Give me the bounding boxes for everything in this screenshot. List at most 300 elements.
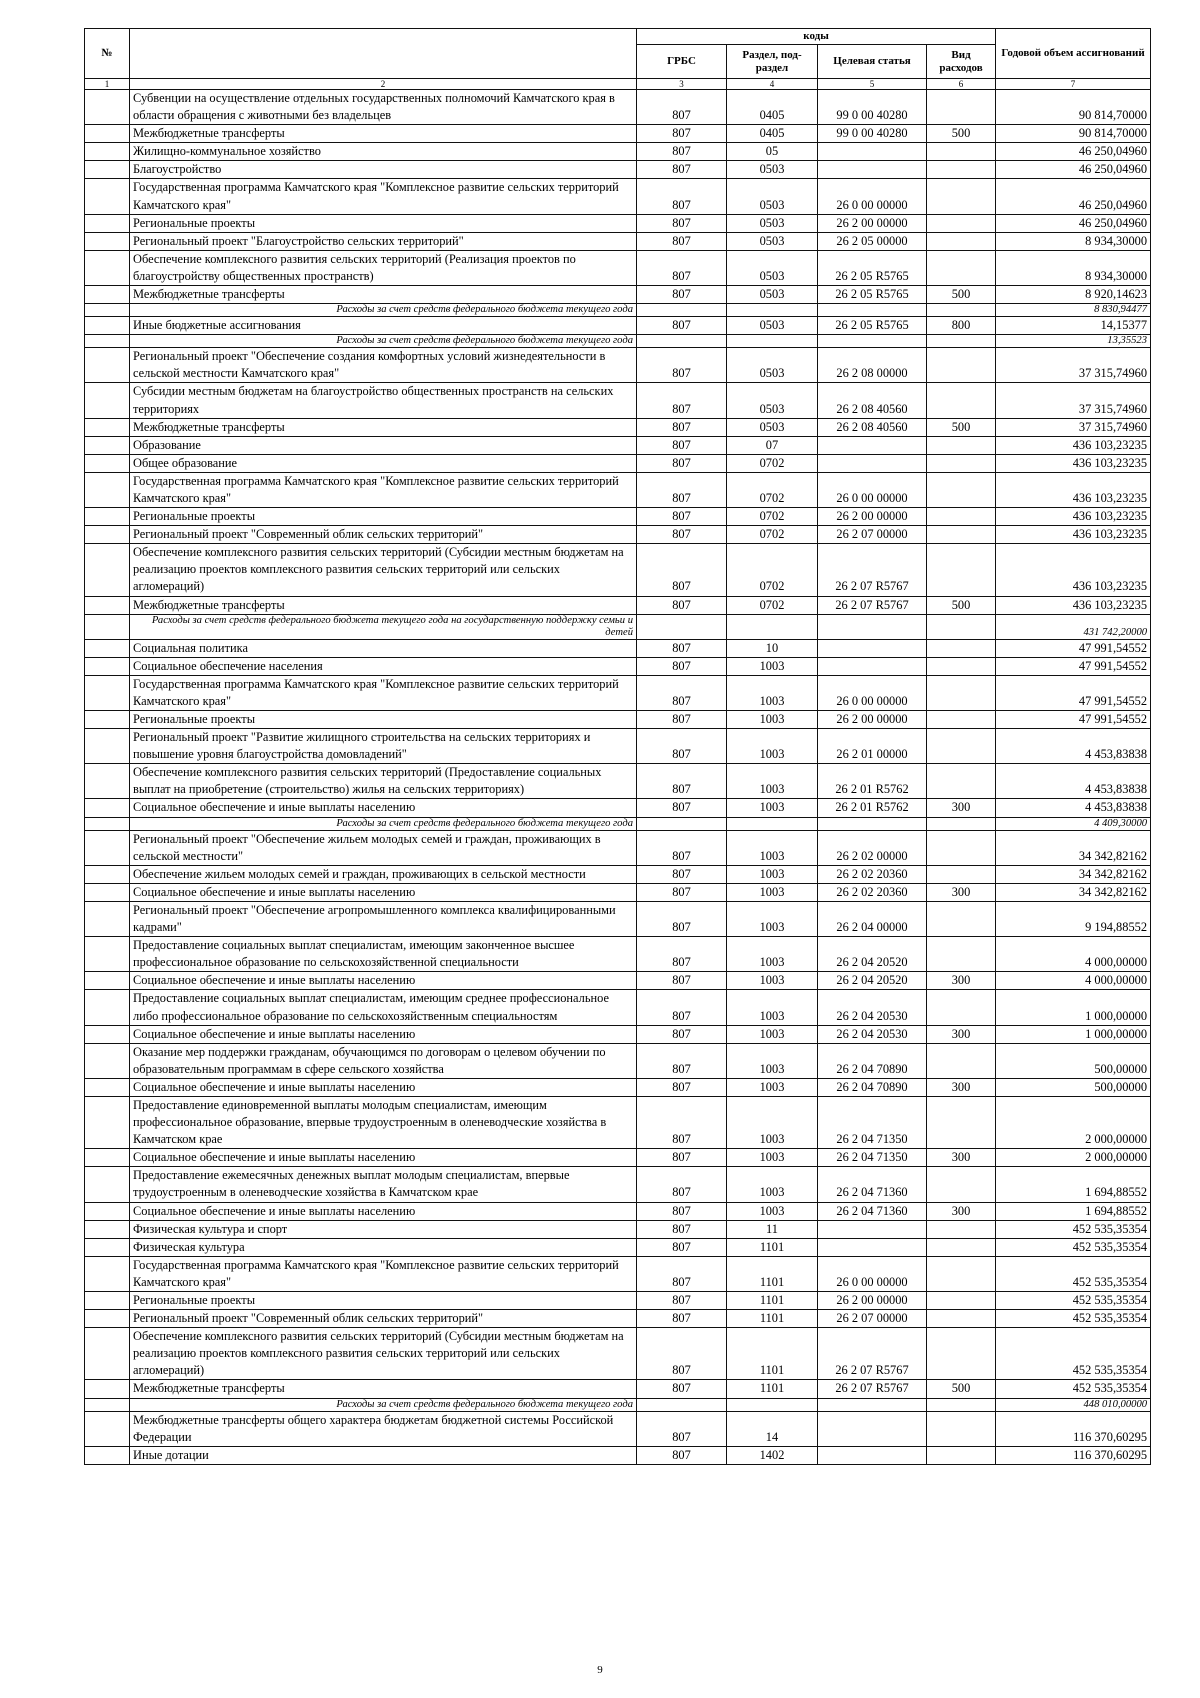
table-row — [85, 348, 1151, 383]
razdel-cell: 0503 — [727, 317, 818, 335]
csr-cell: 26 2 01 00000 — [818, 729, 927, 764]
row-number-cell — [85, 161, 130, 179]
row-number-cell — [85, 1043, 130, 1078]
grbs-cell: 807 — [637, 1380, 727, 1398]
row-number-cell — [85, 1096, 130, 1148]
row-number-cell — [85, 901, 130, 936]
vr-cell — [927, 214, 996, 232]
row-number-cell — [85, 418, 130, 436]
table-row — [85, 436, 1151, 454]
table-row — [85, 865, 1151, 883]
row-name-cell: Социальная политика — [130, 639, 637, 657]
sum-cell: 4 409,30000 — [996, 817, 1151, 830]
csr-cell — [818, 436, 927, 454]
vr-cell: 500 — [927, 596, 996, 614]
sum-cell: 47 991,54552 — [996, 675, 1151, 710]
row-number-cell — [85, 508, 130, 526]
grbs-cell: 807 — [637, 436, 727, 454]
grbs-cell: 807 — [637, 1328, 727, 1380]
grbs-cell: 807 — [637, 596, 727, 614]
sum-cell: 14,15377 — [996, 317, 1151, 335]
razdel-cell: 1003 — [727, 711, 818, 729]
grbs-cell: 807 — [637, 179, 727, 214]
page-number: 9 — [597, 1664, 603, 1676]
table-note-row — [85, 614, 1151, 639]
grbs-cell: 807 — [637, 544, 727, 596]
sum-cell: 47 991,54552 — [996, 711, 1151, 729]
vr-cell — [927, 1398, 996, 1411]
table-row — [85, 1025, 1151, 1043]
table-row — [85, 454, 1151, 472]
table-note-row — [85, 304, 1151, 317]
sum-cell: 1 000,00000 — [996, 1025, 1151, 1043]
table-row — [85, 1310, 1151, 1328]
grbs-cell: 807 — [637, 454, 727, 472]
row-name-cell: Региональные проекты — [130, 711, 637, 729]
csr-cell: 26 2 00 00000 — [818, 1292, 927, 1310]
sum-cell: 9 194,88552 — [996, 901, 1151, 936]
grbs-cell: 807 — [637, 675, 727, 710]
csr-cell — [818, 817, 927, 830]
sum-cell: 500,00000 — [996, 1078, 1151, 1096]
vr-cell — [927, 639, 996, 657]
sum-cell: 452 535,35354 — [996, 1328, 1151, 1380]
razdel-cell: 14 — [727, 1411, 818, 1446]
row-name-cell: Физическая культура и спорт — [130, 1220, 637, 1238]
razdel-cell: 0503 — [727, 250, 818, 285]
row-name-cell: Субсидии местным бюджетам на благоустройство общественных пространств на сельских территориях — [130, 383, 637, 418]
row-number-cell — [85, 544, 130, 596]
table-row — [85, 799, 1151, 817]
vr-cell — [927, 1043, 996, 1078]
csr-cell: 26 0 00 00000 — [818, 1256, 927, 1291]
razdel-cell: 11 — [727, 1220, 818, 1238]
grbs-cell: 807 — [637, 883, 727, 901]
row-number-cell — [85, 1411, 130, 1446]
row-name-cell: Государственная программа Камчатского края "Комплексное развитие сельских территорий Камчатского края" — [130, 1256, 637, 1291]
csr-cell: 26 2 04 71350 — [818, 1096, 927, 1148]
row-name-cell: Жилищно-коммунальное хозяйство — [130, 143, 637, 161]
sum-cell: 37 315,74960 — [996, 418, 1151, 436]
sum-cell: 8 934,30000 — [996, 250, 1151, 285]
grbs-cell: 807 — [637, 1167, 727, 1202]
row-name-cell: Региональный проект "Обеспечение жильем молодых семей и граждан, проживающих в сельской местности" — [130, 830, 637, 865]
grbs-cell — [637, 817, 727, 830]
grbs-cell: 807 — [637, 125, 727, 143]
vr-cell — [927, 454, 996, 472]
csr-cell: 26 2 05 R5765 — [818, 250, 927, 285]
razdel-cell: 1003 — [727, 1025, 818, 1043]
razdel-cell: 1003 — [727, 1202, 818, 1220]
header-num: № — [85, 29, 130, 79]
csr-cell — [818, 1446, 927, 1464]
row-name-cell: Государственная программа Камчатского края "Комплексное развитие сельских территорий Камчатского края" — [130, 675, 637, 710]
table-note-row — [85, 1398, 1151, 1411]
table-row — [85, 250, 1151, 285]
vr-cell: 500 — [927, 1380, 996, 1398]
grbs-cell: 807 — [637, 1202, 727, 1220]
row-name-cell: Предоставление социальных выплат специалистам, имеющим среднее профессиональное либо профессиональное образование по сельскохозяйственным специальностям — [130, 990, 637, 1025]
table-row — [85, 729, 1151, 764]
csr-cell — [818, 143, 927, 161]
grbs-cell: 807 — [637, 526, 727, 544]
razdel-cell: 1003 — [727, 657, 818, 675]
sum-cell: 37 315,74960 — [996, 383, 1151, 418]
grbs-cell: 807 — [637, 1310, 727, 1328]
row-number-cell — [85, 990, 130, 1025]
table-row — [85, 972, 1151, 990]
vr-cell — [927, 1220, 996, 1238]
table-row — [85, 1202, 1151, 1220]
sum-cell: 46 250,04960 — [996, 214, 1151, 232]
table-row — [85, 1078, 1151, 1096]
row-number-cell — [85, 1256, 130, 1291]
razdel-cell: 1101 — [727, 1328, 818, 1380]
csr-cell: 99 0 00 40280 — [818, 90, 927, 125]
razdel-cell: 1101 — [727, 1238, 818, 1256]
csr-cell: 26 2 05 R5765 — [818, 286, 927, 304]
header-volume: Годовой объем ассигнований — [996, 29, 1151, 79]
sum-cell: 452 535,35354 — [996, 1380, 1151, 1398]
csr-cell: 26 0 00 00000 — [818, 179, 927, 214]
row-number-cell — [85, 675, 130, 710]
table-row — [85, 990, 1151, 1025]
vr-cell — [927, 865, 996, 883]
grbs-cell: 807 — [637, 383, 727, 418]
grbs-cell: 807 — [637, 348, 727, 383]
table-row — [85, 1446, 1151, 1464]
vr-cell — [927, 348, 996, 383]
grbs-cell: 807 — [637, 472, 727, 507]
table-row — [85, 1167, 1151, 1202]
razdel-cell: 1101 — [727, 1310, 818, 1328]
table-row — [85, 1256, 1151, 1291]
header-vr: Вид расходов — [927, 45, 996, 79]
grbs-cell: 807 — [637, 639, 727, 657]
row-name-cell: Социальное обеспечение и иные выплаты населению — [130, 799, 637, 817]
vr-cell: 300 — [927, 972, 996, 990]
razdel-cell: 1003 — [727, 883, 818, 901]
vr-cell — [927, 675, 996, 710]
grbs-cell: 807 — [637, 143, 727, 161]
row-number-cell — [85, 639, 130, 657]
vr-cell — [927, 1238, 996, 1256]
razdel-cell: 1003 — [727, 729, 818, 764]
table-row — [85, 232, 1151, 250]
row-name-cell: Региональный проект "Современный облик сельских территорий" — [130, 526, 637, 544]
vr-cell: 500 — [927, 418, 996, 436]
row-number-cell — [85, 1078, 130, 1096]
vr-cell — [927, 250, 996, 285]
table-row — [85, 544, 1151, 596]
row-number-cell — [85, 317, 130, 335]
grbs-cell: 807 — [637, 1043, 727, 1078]
csr-cell: 26 2 04 71350 — [818, 1149, 927, 1167]
row-number-cell — [85, 1310, 130, 1328]
row-name-cell: Социальное обеспечение и иные выплаты населению — [130, 1025, 637, 1043]
table-row — [85, 161, 1151, 179]
vr-cell — [927, 1310, 996, 1328]
sum-cell: 436 103,23235 — [996, 436, 1151, 454]
vr-cell — [927, 383, 996, 418]
vr-cell: 500 — [927, 125, 996, 143]
row-number-cell — [85, 596, 130, 614]
grbs-cell: 807 — [637, 90, 727, 125]
row-name-cell: Обеспечение комплексного развития сельских территорий (Субсидии местным бюджетам на реализацию проектов комплексного развития сельских территорий или сельских агломераций) — [130, 1328, 637, 1380]
sum-cell: 8 920,14623 — [996, 286, 1151, 304]
grbs-cell: 807 — [637, 1220, 727, 1238]
csr-cell — [818, 1220, 927, 1238]
row-number-cell — [85, 232, 130, 250]
vr-cell — [927, 1292, 996, 1310]
row-name-cell: Региональный проект "Благоустройство сельских территорий" — [130, 232, 637, 250]
header-grbs: ГРБС — [637, 45, 727, 79]
sum-cell: 47 991,54552 — [996, 657, 1151, 675]
grbs-cell: 807 — [637, 711, 727, 729]
razdel-cell: 1003 — [727, 865, 818, 883]
table-row — [85, 1380, 1151, 1398]
header-codes: коды — [637, 29, 996, 45]
grbs-cell: 807 — [637, 901, 727, 936]
csr-cell: 26 2 04 20530 — [818, 1025, 927, 1043]
razdel-cell: 1003 — [727, 1043, 818, 1078]
grbs-cell: 807 — [637, 317, 727, 335]
csr-cell: 26 2 01 R5762 — [818, 764, 927, 799]
vr-cell: 800 — [927, 317, 996, 335]
row-number-cell — [85, 1220, 130, 1238]
grbs-cell: 807 — [637, 418, 727, 436]
column-number: 1 — [85, 79, 130, 90]
row-name-cell: Межбюджетные трансферты — [130, 125, 637, 143]
row-number-cell — [85, 614, 130, 639]
table-header — [85, 29, 1151, 90]
razdel-cell: 10 — [727, 639, 818, 657]
razdel-cell: 1003 — [727, 675, 818, 710]
csr-cell: 99 0 00 40280 — [818, 125, 927, 143]
vr-cell: 300 — [927, 1078, 996, 1096]
csr-cell: 26 2 07 R5767 — [818, 1328, 927, 1380]
column-number: 3 — [637, 79, 727, 90]
row-number-cell — [85, 250, 130, 285]
row-number-cell — [85, 1398, 130, 1411]
razdel-cell: 0702 — [727, 454, 818, 472]
vr-cell — [927, 179, 996, 214]
vr-cell: 300 — [927, 1149, 996, 1167]
vr-cell — [927, 304, 996, 317]
grbs-cell: 807 — [637, 214, 727, 232]
sum-cell: 4 453,83838 — [996, 799, 1151, 817]
razdel-cell: 1003 — [727, 1096, 818, 1148]
row-number-cell — [85, 1149, 130, 1167]
sum-cell: 4 000,00000 — [996, 937, 1151, 972]
razdel-cell: 1003 — [727, 901, 818, 936]
table-row — [85, 1220, 1151, 1238]
sum-cell: 46 250,04960 — [996, 179, 1151, 214]
grbs-cell: 807 — [637, 990, 727, 1025]
sum-cell: 116 370,60295 — [996, 1446, 1151, 1464]
row-name-cell: Государственная программа Камчатского края "Комплексное развитие сельских территорий Камчатского края" — [130, 472, 637, 507]
razdel-cell: 0702 — [727, 526, 818, 544]
csr-cell: 26 2 04 70890 — [818, 1078, 927, 1096]
vr-cell — [927, 764, 996, 799]
vr-cell — [927, 232, 996, 250]
sum-cell: 116 370,60295 — [996, 1411, 1151, 1446]
row-name-cell: Региональный проект "Развитие жилищного строительства на сельских территориях и повышение уровня благоустройства домовладений" — [130, 729, 637, 764]
grbs-cell: 807 — [637, 508, 727, 526]
row-name-cell: Предоставление единовременной выплаты молодым специалистам, имеющим профессиональное образование, впервые трудоустроенным в оленеводческие хозяйства в Камчатском крае — [130, 1096, 637, 1148]
sum-cell: 431 742,20000 — [996, 614, 1151, 639]
csr-cell: 26 2 07 R5767 — [818, 596, 927, 614]
csr-cell: 26 2 08 40560 — [818, 383, 927, 418]
grbs-cell: 807 — [637, 937, 727, 972]
vr-cell — [927, 161, 996, 179]
csr-cell — [818, 454, 927, 472]
row-name-cell: Расходы за счет средств федерального бюджета текущего года — [130, 335, 637, 348]
razdel-cell: 1003 — [727, 799, 818, 817]
column-number: 6 — [927, 79, 996, 90]
table-row — [85, 657, 1151, 675]
sum-cell: 4 000,00000 — [996, 972, 1151, 990]
grbs-cell: 807 — [637, 865, 727, 883]
sum-cell: 436 103,23235 — [996, 508, 1151, 526]
vr-cell — [927, 711, 996, 729]
row-name-cell: Социальное обеспечение и иные выплаты населению — [130, 972, 637, 990]
grbs-cell — [637, 304, 727, 317]
sum-cell: 452 535,35354 — [996, 1292, 1151, 1310]
sum-cell: 436 103,23235 — [996, 454, 1151, 472]
table-note-row — [85, 817, 1151, 830]
sum-cell: 90 814,70000 — [996, 90, 1151, 125]
razdel-cell: 1003 — [727, 764, 818, 799]
razdel-cell: 1003 — [727, 990, 818, 1025]
sum-cell: 452 535,35354 — [996, 1238, 1151, 1256]
vr-cell — [927, 472, 996, 507]
sum-cell: 436 103,23235 — [996, 544, 1151, 596]
vr-cell — [927, 729, 996, 764]
row-number-cell — [85, 90, 130, 125]
row-name-cell: Региональный проект "Обеспечение создания комфортных условий жизнедеятельности в сельской местности Камчатского края" — [130, 348, 637, 383]
row-name-cell: Обеспечение комплексного развития сельских территорий (Реализация проектов по благоустройству общественных пространств) — [130, 250, 637, 285]
row-name-cell: Предоставление социальных выплат специалистам, имеющим законченное высшее профессиональное образование по сельскохозяйственной специальности — [130, 937, 637, 972]
razdel-cell: 0503 — [727, 161, 818, 179]
table-row — [85, 883, 1151, 901]
vr-cell — [927, 544, 996, 596]
row-number-cell — [85, 764, 130, 799]
sum-cell: 8 830,94477 — [996, 304, 1151, 317]
table-row — [85, 675, 1151, 710]
sum-cell: 46 250,04960 — [996, 161, 1151, 179]
row-number-cell — [85, 454, 130, 472]
csr-cell: 26 2 00 00000 — [818, 508, 927, 526]
vr-cell — [927, 817, 996, 830]
grbs-cell: 807 — [637, 1149, 727, 1167]
row-number-cell — [85, 972, 130, 990]
razdel-cell: 07 — [727, 436, 818, 454]
row-name-cell: Межбюджетные трансферты общего характера бюджетам бюджетной системы Российской Федерации — [130, 1411, 637, 1446]
csr-cell: 26 2 08 00000 — [818, 348, 927, 383]
row-number-cell — [85, 865, 130, 883]
vr-cell — [927, 1411, 996, 1446]
csr-cell — [818, 161, 927, 179]
csr-cell: 26 2 07 00000 — [818, 526, 927, 544]
csr-cell: 26 2 02 00000 — [818, 830, 927, 865]
sum-cell: 1 694,88552 — [996, 1202, 1151, 1220]
table-row — [85, 596, 1151, 614]
header-csr: Целевая статья — [818, 45, 927, 79]
csr-cell — [818, 335, 927, 348]
razdel-cell — [727, 335, 818, 348]
vr-cell — [927, 1167, 996, 1202]
grbs-cell: 807 — [637, 1446, 727, 1464]
row-name-cell: Межбюджетные трансферты — [130, 596, 637, 614]
csr-cell — [818, 614, 927, 639]
row-name-cell: Региональные проекты — [130, 508, 637, 526]
vr-cell — [927, 830, 996, 865]
row-number-cell — [85, 383, 130, 418]
row-name-cell: Общее образование — [130, 454, 637, 472]
csr-cell: 26 2 04 71360 — [818, 1167, 927, 1202]
grbs-cell: 807 — [637, 286, 727, 304]
razdel-cell: 0405 — [727, 90, 818, 125]
vr-cell — [927, 937, 996, 972]
vr-cell: 300 — [927, 1202, 996, 1220]
csr-cell — [818, 1398, 927, 1411]
row-number-cell — [85, 830, 130, 865]
table-row — [85, 1043, 1151, 1078]
sum-cell: 500,00000 — [996, 1043, 1151, 1078]
table-row — [85, 125, 1151, 143]
razdel-cell: 0405 — [727, 125, 818, 143]
razdel-cell: 1003 — [727, 937, 818, 972]
razdel-cell — [727, 1398, 818, 1411]
grbs-cell: 807 — [637, 232, 727, 250]
csr-cell: 26 2 07 R5767 — [818, 544, 927, 596]
row-number-cell — [85, 286, 130, 304]
row-name-cell: Расходы за счет средств федерального бюджета текущего года — [130, 817, 637, 830]
table-row — [85, 764, 1151, 799]
table-row — [85, 317, 1151, 335]
grbs-cell: 807 — [637, 1025, 727, 1043]
grbs-cell: 807 — [637, 657, 727, 675]
table-row — [85, 1292, 1151, 1310]
vr-cell — [927, 1256, 996, 1291]
row-number-cell — [85, 125, 130, 143]
csr-cell: 26 0 00 00000 — [818, 675, 927, 710]
row-name-cell: Межбюджетные трансферты — [130, 286, 637, 304]
column-number: 5 — [818, 79, 927, 90]
csr-cell: 26 0 00 00000 — [818, 472, 927, 507]
razdel-cell: 05 — [727, 143, 818, 161]
vr-cell: 500 — [927, 286, 996, 304]
sum-cell: 37 315,74960 — [996, 348, 1151, 383]
row-name-cell: Обеспечение комплексного развития сельских территорий (Предоставление социальных выплат на приобретение (строительство) жилья на сельских территориях) — [130, 764, 637, 799]
column-number: 4 — [727, 79, 818, 90]
razdel-cell: 0503 — [727, 418, 818, 436]
column-number: 2 — [130, 79, 637, 90]
row-name-cell: Государственная программа Камчатского края "Комплексное развитие сельских территорий Камчатского края" — [130, 179, 637, 214]
razdel-cell: 1003 — [727, 1167, 818, 1202]
razdel-cell: 0702 — [727, 544, 818, 596]
csr-cell: 26 2 04 71360 — [818, 1202, 927, 1220]
row-name-cell: Субвенции на осуществление отдельных государственных полномочий Камчатского края в области обращения с животными без владельцев — [130, 90, 637, 125]
row-name-cell: Региональный проект "Обеспечение агропромышленного комплекса квалифицированными кадрами" — [130, 901, 637, 936]
row-number-cell — [85, 1202, 130, 1220]
table-row — [85, 418, 1151, 436]
razdel-cell: 0503 — [727, 179, 818, 214]
vr-cell — [927, 90, 996, 125]
sum-cell: 8 934,30000 — [996, 232, 1151, 250]
razdel-cell: 1003 — [727, 972, 818, 990]
